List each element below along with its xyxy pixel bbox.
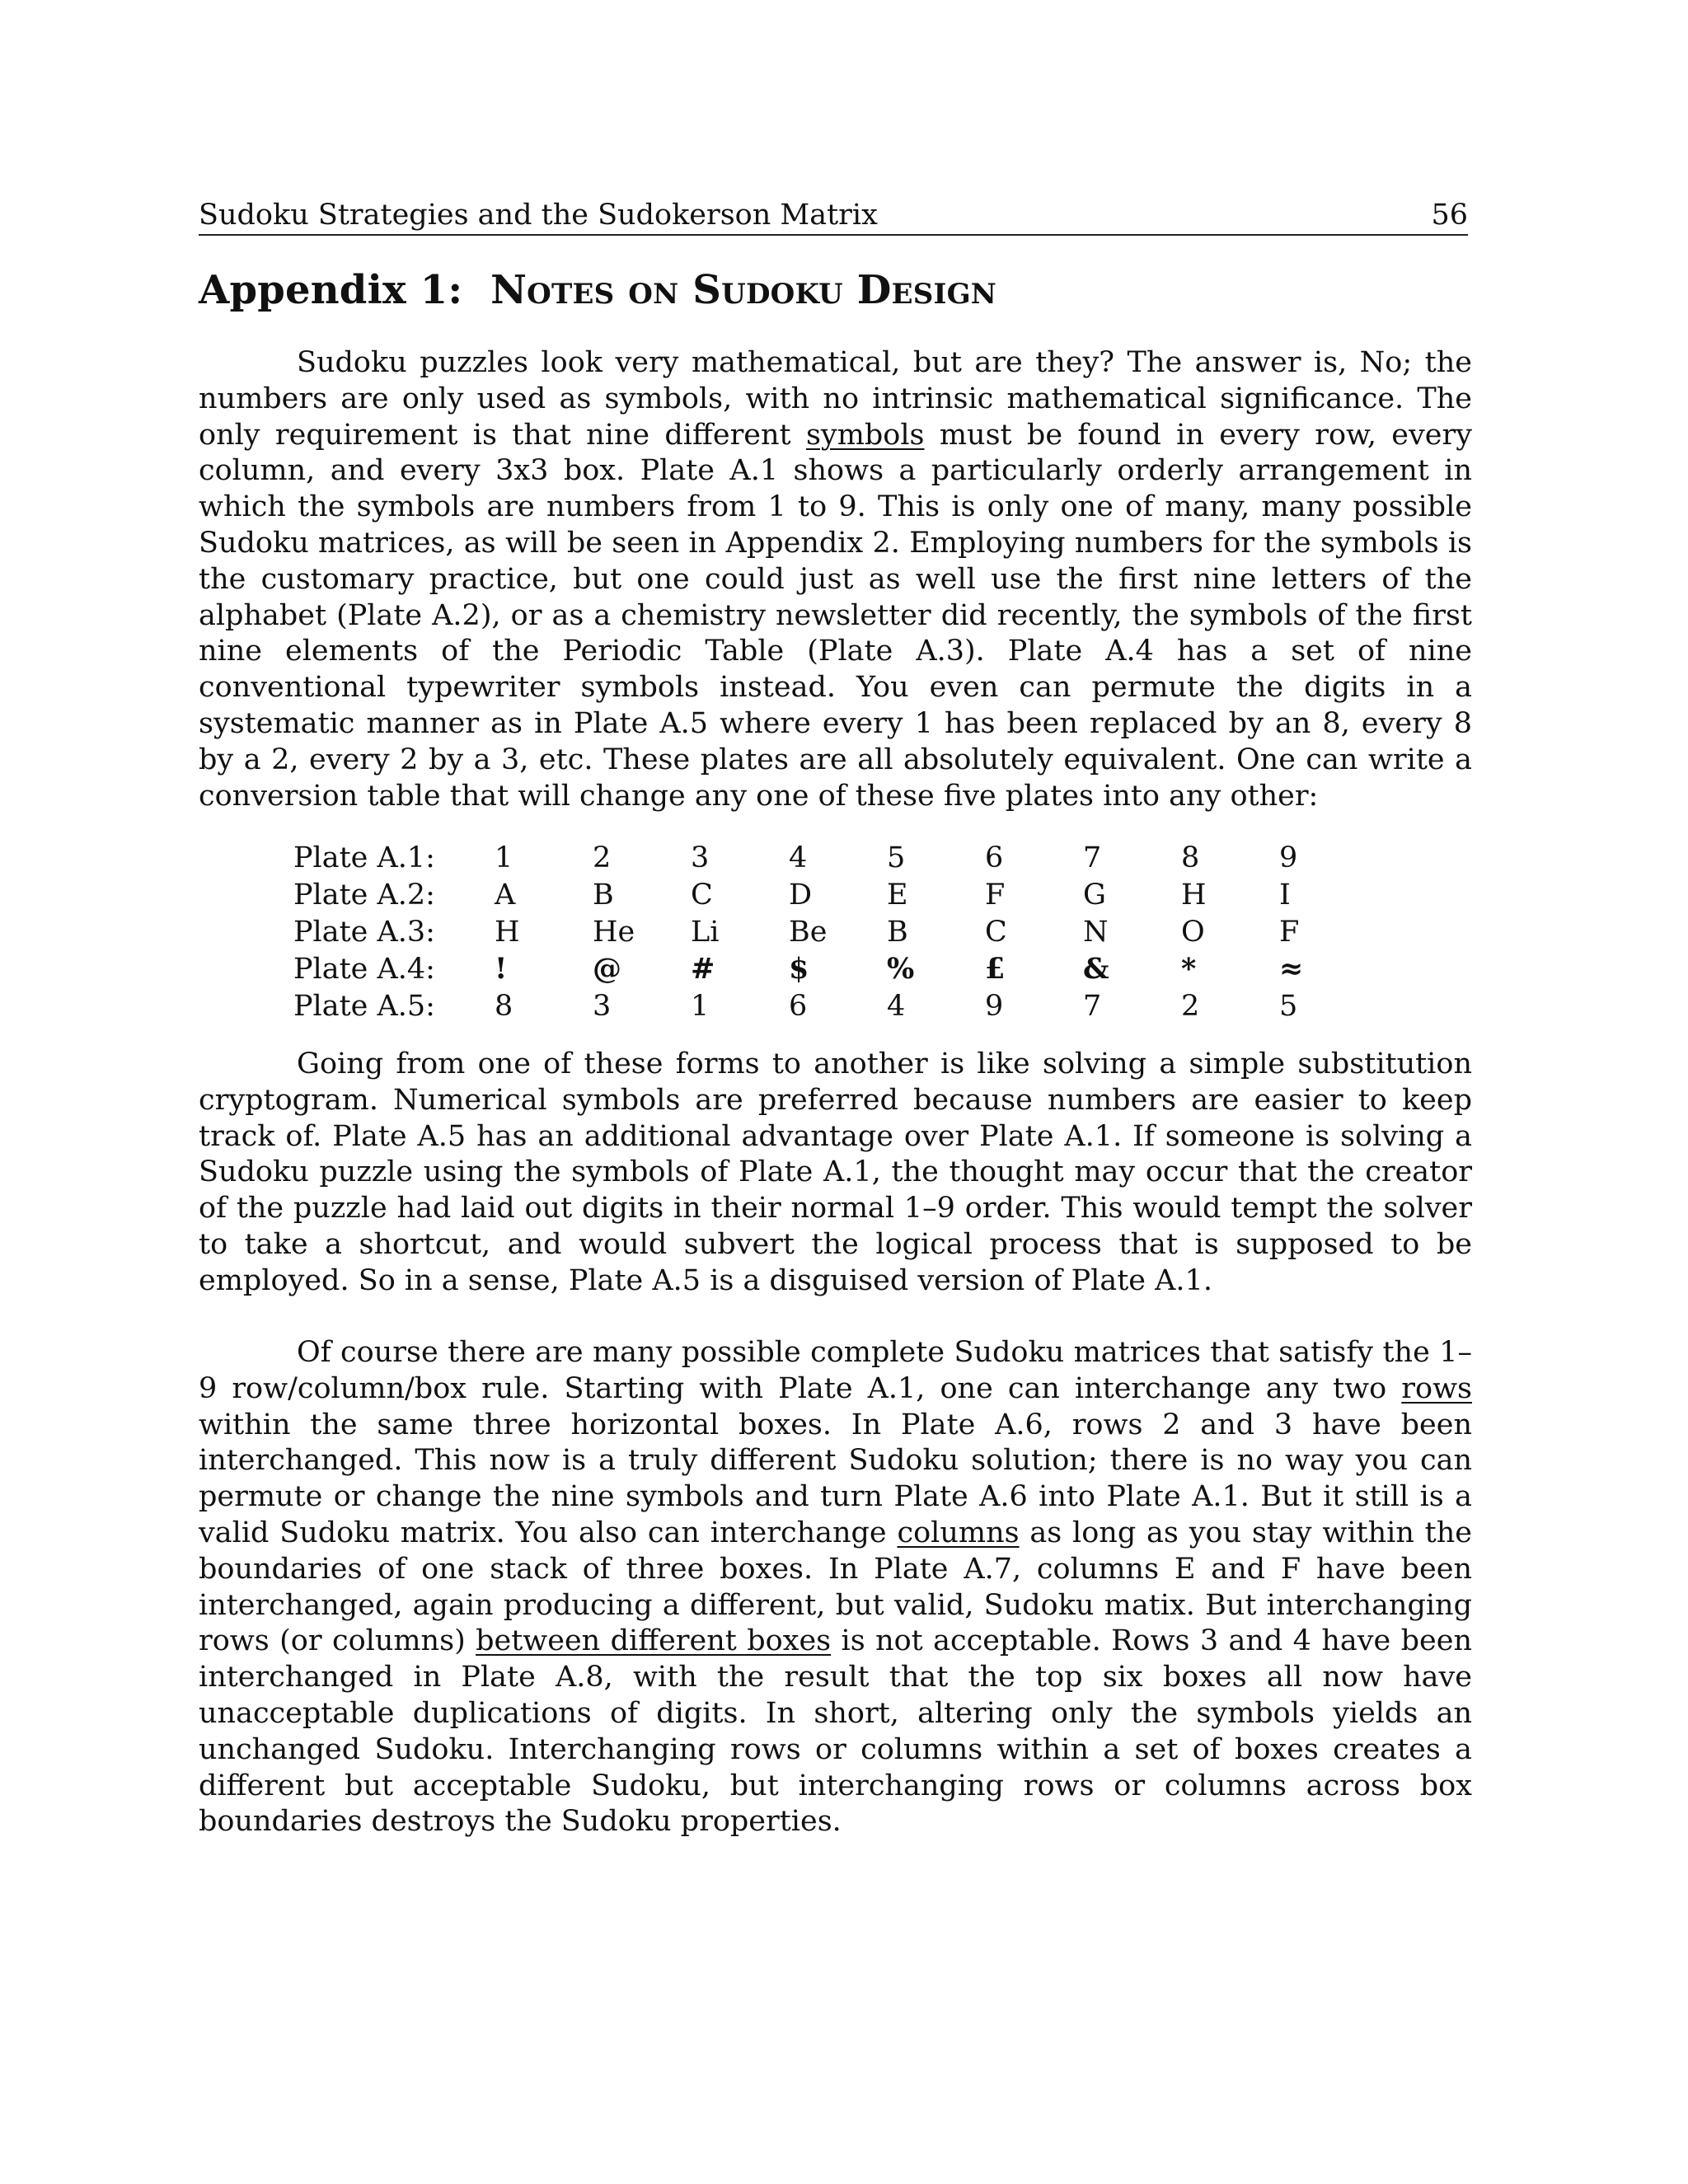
plate-row (293, 913, 1377, 950)
plate-row (293, 987, 1377, 1024)
plate-symbol: B (887, 915, 908, 949)
plate-symbol: ! (495, 952, 508, 986)
running-header (199, 196, 1468, 236)
plate-symbol: 3 (691, 841, 710, 874)
plate-row (293, 950, 1377, 987)
plate-symbol: Be (789, 915, 828, 949)
plate-symbol: H (1181, 878, 1207, 912)
plate-row (293, 876, 1377, 913)
book-title: Sudoku Strategies and the Sudokerson Matrix (199, 199, 878, 232)
underlined-word-rows: rows (1401, 1371, 1472, 1405)
plate-symbol: 3 (593, 989, 612, 1023)
plate-label: Plate A.5: (293, 989, 435, 1023)
plate-symbol: 7 (1083, 989, 1102, 1023)
plate-symbol: ≈ (1279, 952, 1304, 986)
plate-symbol: 9 (985, 989, 1004, 1023)
plate-label: Plate A.3: (293, 915, 435, 949)
plate-row (293, 839, 1377, 876)
plate-symbol: 4 (789, 841, 808, 874)
plate-label: Plate A.2: (293, 878, 435, 912)
plate-symbol: G (1083, 878, 1106, 912)
plate-symbol: 5 (1279, 989, 1298, 1023)
plate-symbol: 2 (1181, 989, 1200, 1023)
plate-symbol: $ (789, 952, 809, 986)
plate-symbol: £ (985, 952, 1006, 986)
plate-symbol: 1 (495, 841, 513, 874)
plate-symbol: D (789, 878, 813, 912)
underlined-word-symbols: symbols (805, 418, 925, 452)
plate-symbol: I (1279, 878, 1291, 912)
plate-symbol: % (887, 952, 915, 986)
paragraph-1 (199, 345, 1472, 814)
paragraph-3-text-c: as long as you stay within the boundaries of one stack of three boxes. In Plate A.7, columns E and F have been interchanged, again producing a different, but valid, Sudoku matix. But interchanging rows (or columns) (199, 1516, 1472, 1658)
paragraph-3-text-a: Of course there are many possible complete Sudoku matrices that satisfy the 1–9 row/column/box rule. Starting with Plate A.1, one can interchange any two (199, 1336, 1472, 1405)
heading-prefix: Appendix 1: (199, 267, 463, 313)
plate-symbol: 7 (1083, 841, 1102, 874)
plate-symbol: He (593, 915, 635, 949)
paragraph-3-text-d: is not acceptable. Rows 3 and 4 have been interchanged in Plate A.8, with the result that the top six boxes all now have unacceptable duplications of digits. In short, altering only the symbols yields an unchanged Sudoku. Interchanging rows or columns within a set of boxes creates a different but acceptable Sudoku, but interchanging rows or columns across box boundaries destroys the Sudoku properties. (199, 1624, 1472, 1839)
plate-symbol: 5 (887, 841, 906, 874)
plate-symbol: C (985, 915, 1007, 949)
paragraph-3 (199, 1335, 1472, 1840)
plate-symbol: 8 (1181, 841, 1200, 874)
plate-symbol: E (887, 878, 908, 912)
plate-symbol: & (1083, 952, 1109, 986)
plate-symbol: 6 (789, 989, 808, 1023)
underlined-word-columns: columns (897, 1516, 1020, 1549)
paragraph-2-text: Going from one of these forms to another is like solving a simple substitution cryptogram. Numerical symbols are preferred because numbers are easier to keep track of. Plate A.5 has an additional advantage over Plate A.1. If someone is solving a Sudoku puzzle using the symbols of Plate A.1, the thought may occur that the creator of the puzzle had laid out digits in their normal 1–9 order. This would tempt the solver to take a shortcut, and would subvert the logical process that is supposed to be employed. So in a sense, Plate A.5 is a disguised version of Plate A.1. (199, 1047, 1472, 1297)
plate-symbol: F (1279, 915, 1300, 949)
plate-symbol: H (495, 915, 520, 949)
plate-symbol: Li (691, 915, 720, 949)
conversion-table (293, 839, 1377, 1024)
paragraph-3-text-b: within the same three horizontal boxes. In Plate A.6, rows 2 and 3 have been interchanged. This now is a truly different Sudoku solution; there is no way you can permute or change the nine symbols and turn Plate A.6 into Plate A.1. But it still is a valid Sudoku matrix. You also can interchange (199, 1408, 1472, 1549)
plate-symbol: C (691, 878, 713, 912)
paragraph-1-text-b: must be found in every row, every column, and every 3x3 box. Plate A.1 shows a particularly orderly arrangement in which the symbols are numbers from 1 to 9. This is only one of many, many possible Sudoku matrices, as will be seen in Appendix 2. Employing numbers for the symbols is the customary practice, but one could just as well use the first nine letters of the alphabet (Plate A.2), or as a chemistry newsletter did recently, the symbols of the first nine elements of the Periodic Table (Plate A.3). Plate A.4 has a set of nine conventional typewriter symbols instead. You even can permute the digits in a systematic manner as in Plate A.5 where every 1 has been replaced by an 8, every 8 by a 2, every 2 by a 3, etc. These plates are all absolutely equivalent. One can write a conversion table that will change any one of these five plates into any other: (199, 418, 1473, 813)
plate-symbol: 8 (495, 989, 513, 1023)
plate-symbol: F (985, 878, 1006, 912)
plate-symbol: 6 (985, 841, 1004, 874)
plate-symbol: N (1083, 915, 1109, 949)
plate-symbol: O (1181, 915, 1205, 949)
plate-symbol: @ (593, 952, 621, 986)
plate-symbol: * (1181, 952, 1197, 986)
paragraph-1-text-a: Sudoku puzzles look very mathematical, but are they? The answer is, No; the numbers are only used as symbols, with no intrinsic mathematical significance. The only requirement is that nine different (199, 346, 1472, 452)
plate-symbol: 2 (593, 841, 612, 874)
page-number: 56 (1431, 199, 1468, 232)
heading-title: Notes on Sudoku Design (490, 267, 997, 313)
plate-symbol: B (593, 878, 614, 912)
paragraph-2 (199, 1047, 1472, 1300)
plate-label: Plate A.4: (293, 952, 435, 986)
plate-symbol: 9 (1279, 841, 1298, 874)
plate-symbol: # (691, 952, 715, 986)
plate-symbol: 1 (691, 989, 710, 1023)
plate-symbol: 4 (887, 989, 906, 1023)
underlined-phrase-between-different-boxes: between different boxes (476, 1624, 832, 1658)
section-heading (199, 265, 996, 315)
plate-symbol: A (495, 878, 516, 912)
plate-label: Plate A.1: (293, 841, 435, 874)
